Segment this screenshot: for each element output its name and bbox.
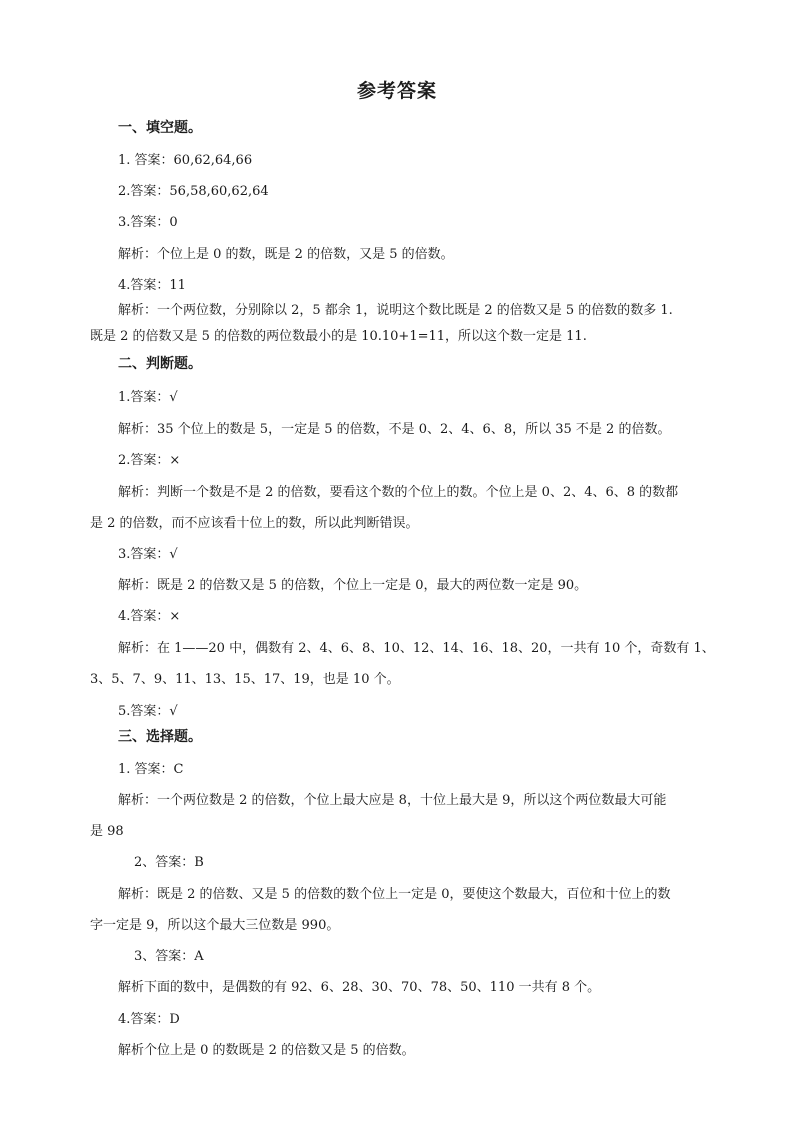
explanation-line: 解析：在 1——20 中，偶数有 2、4、6、8、10、12、14、16、18、20，一共有 10 个，奇数有 1、 [118,641,715,656]
answer-line: 3、答案：A [134,949,204,964]
answer-line: 2.答案：× [118,453,181,468]
explanation-line: 解析：35 个位上的数是 5，一定是 5 的倍数，不是 0、2、4、6、8，所以 35 不是 2 的倍数。 [118,422,671,437]
explanation-line: 是 98 [90,824,124,839]
answer-line: 1. 答案：60,62,64,66 [118,153,253,168]
section-heading-multiple-choice: 三、选择题。 [118,729,202,745]
explanation-line: 解析：个位上是 0 的数，既是 2 的倍数，又是 5 的倍数。 [118,247,454,262]
explanation-line: 是 2 的倍数，而不应该看十位上的数，所以此判断错误。 [90,516,419,531]
explanation-line: 解析：既是 2 的倍数、又是 5 的倍数的数个位上一定是 0，要使这个数最大，百位和十位上的数 [118,887,671,902]
explanation-line: 解析个位上是 0 的数既是 2 的倍数又是 5 的倍数。 [118,1043,415,1058]
answer-line: 4.答案：× [118,609,181,624]
answer-line: 5.答案：√ [118,704,178,719]
explanation-line: 解析：一个两位数是 2 的倍数，个位上最大应是 8，十位上最大是 9，所以这个两位数最大可能 [118,793,667,808]
section-heading-fill-blank: 一、填空题。 [118,120,202,136]
answer-line: 4.答案：D [118,1012,180,1027]
explanation-line: 字一定是 9，所以这个最大三位数是 990。 [90,918,340,933]
explanation-line: 解析下面的数中，是偶数的有 92、6、28、30、70、78、50、110 一共有 8 个。 [118,980,601,995]
explanation-line: 3、5、7、9、11、13、15、17、19，也是 10 个。 [90,672,400,687]
explanation-line: 解析：一个两位数，分别除以 2，5 都余 1，说明这个数比既是 2 的倍数又是 5 的倍数的数多 1. [118,303,673,318]
answer-line: 2、答案：B [134,855,204,870]
answer-line: 4.答案：11 [118,278,186,293]
explanation-line: 既是 2 的倍数又是 5 的倍数的两位数最小的是 10.10+1=11，所以这个数一定是 11. [90,329,587,344]
explanation-line: 解析：判断一个数是不是 2 的倍数，要看这个数的个位上的数。个位上是 0、2、4、6、8 的数都 [118,485,679,500]
answer-line: 2.答案：56,58,60,62,64 [118,184,269,199]
page-title: 参考答案 [356,80,437,102]
explanation-line: 解析：既是 2 的倍数又是 5 的倍数，个位上一定是 0，最大的两位数一定是 90。 [118,578,588,593]
answer-line: 3.答案：0 [118,215,178,230]
section-heading-true-false: 二、判断题。 [118,356,202,372]
answer-line: 1.答案：√ [118,390,178,405]
answer-line: 1. 答案：C [118,762,184,777]
answer-line: 3.答案：√ [118,547,178,562]
